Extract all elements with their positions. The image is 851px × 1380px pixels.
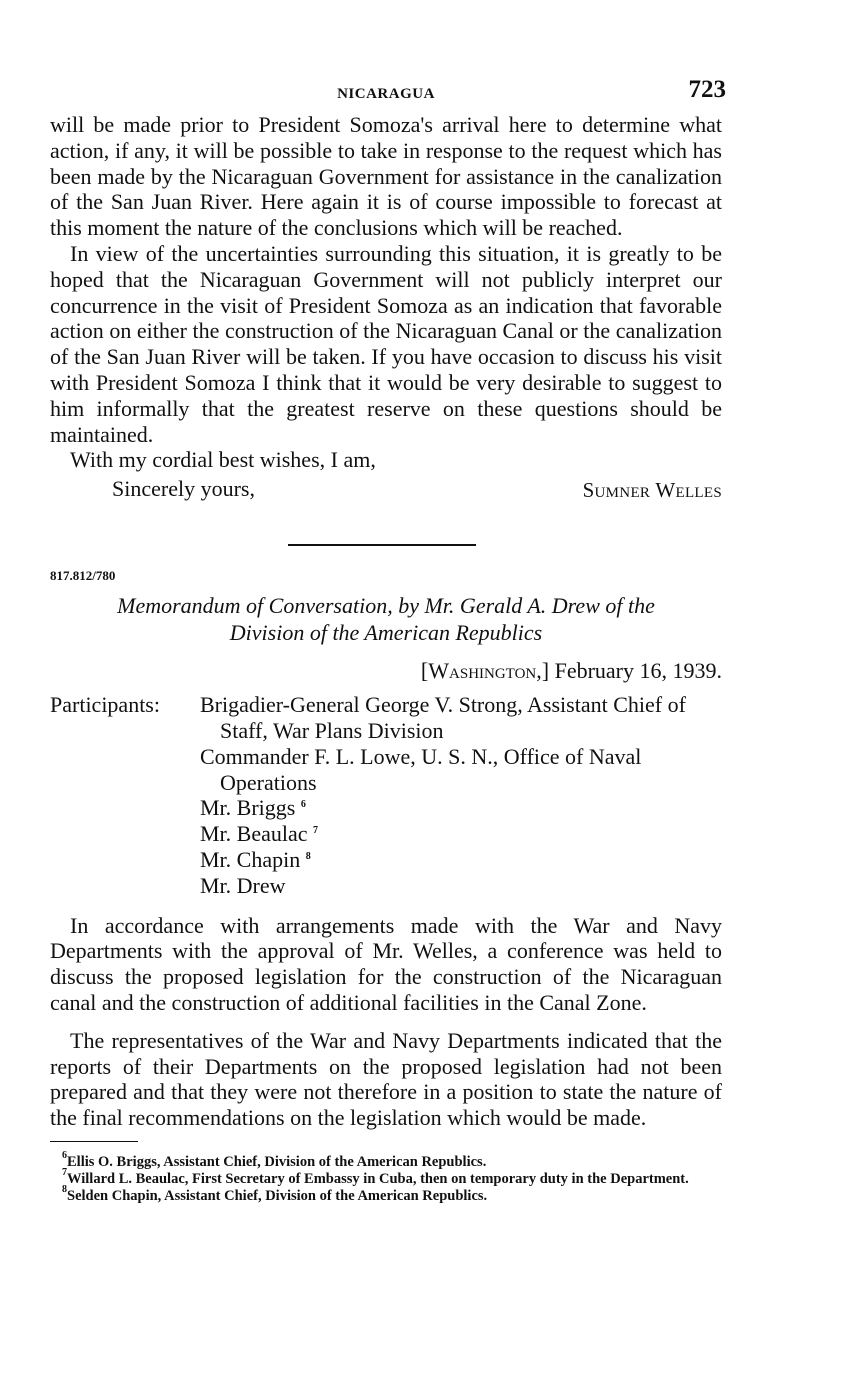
participant: Mr. Beaulac $^7$ <box>200 821 319 847</box>
file-number: 817.812/780 <box>50 568 116 584</box>
memo-title <box>50 592 722 646</box>
document-page <box>50 0 726 1205</box>
complimentary-close: Sincerely yours, <box>112 476 255 502</box>
memo-title-line: Memorandum of Conversation, by Mr. Gerald A. Drew of the <box>117 593 655 619</box>
memo-title-line: Division of the American Republics <box>229 620 543 646</box>
footnote: $^6$Ellis O. Briggs, Assistant Chief, Division of the American Republics. <box>62 1149 487 1170</box>
dateline-place: [Washington,] <box>420 658 550 684</box>
participant: Mr. Drew <box>200 872 286 898</box>
participant: Mr. Chapin $^8$ <box>200 846 311 872</box>
page-header <box>50 0 726 112</box>
memo-paragraph: The representatives of the War and Navy Departments indicated that the reports of their Departments on the proposed legislation had not been prepared and that they were not therefore in a position to state the nature of the final recommendations on the legislation which would be made. <box>50 1027 722 1131</box>
dateline <box>50 658 722 684</box>
participant: Commander F. L. Lowe, U. S. N., Office of Naval Operations <box>200 743 642 795</box>
footnotes <box>50 1149 722 1205</box>
signature: Sumner Welles <box>582 478 722 503</box>
participants-block <box>50 692 722 898</box>
section-divider <box>288 544 476 546</box>
participant: Brigadier-General George V. Strong, Assistant Chief of Staff, War Plans Division <box>200 692 686 743</box>
participants-label: Participants: <box>50 692 160 718</box>
letter-closing: With my cordial best wishes, I am, <box>70 447 376 473</box>
signature-row <box>50 476 722 502</box>
footnote: $^8$Selden Chapin, Assistant Chief, Division of the American Republics. <box>62 1183 488 1204</box>
participant: Mr. Briggs $^6$ <box>200 795 306 821</box>
memo-paragraph: In accordance with arrangements made with the War and Navy Departments with the approval of Mr. Welles, a conference was held to discuss the proposed legislation for the construction of the Nicaraguan canal and the construction of additional facilities in the Canal Zone. <box>50 912 722 1015</box>
footnote-rule <box>50 1141 138 1142</box>
page-number: 723 <box>688 76 726 103</box>
running-title: NICARAGUA <box>337 86 435 102</box>
letter-paragraph: will be made prior to President Somoza's arrival here to determine what action, if any, it will be possible to take in response to the request which has been made by the Nicaraguan Government for assistance in the canalization of the San Juan River. Here again it is of course impossible to forecast at this moment the nature of the conclusions which will be reached. <box>50 112 722 241</box>
footnote: $^7$Willard L. Beaulac, First Secretary of Embassy in Cuba, then on temporary duty in the Department. <box>62 1166 689 1187</box>
participants-list <box>200 692 722 898</box>
footnote-ref: 8 <box>305 850 311 862</box>
dateline-date: February 16, 1939. <box>554 658 722 684</box>
footnote-ref: 7 <box>313 825 319 837</box>
letter-paragraph: In view of the uncertainties surrounding this situation, it is greatly to be hoped that the Nicaraguan Government will not publicly interpret our concurrence in the visit of President Somoza as an indication that favorable action on either the construction of the Nicaraguan Canal or the canalization of the San Juan River will be taken. If you have occasion to discuss his visit with President Somoza I think that it would be very desirable to suggest to him informally that the greatest reserve on these questions should be maintained. <box>50 240 722 447</box>
footnote-ref: 6 <box>300 799 306 811</box>
